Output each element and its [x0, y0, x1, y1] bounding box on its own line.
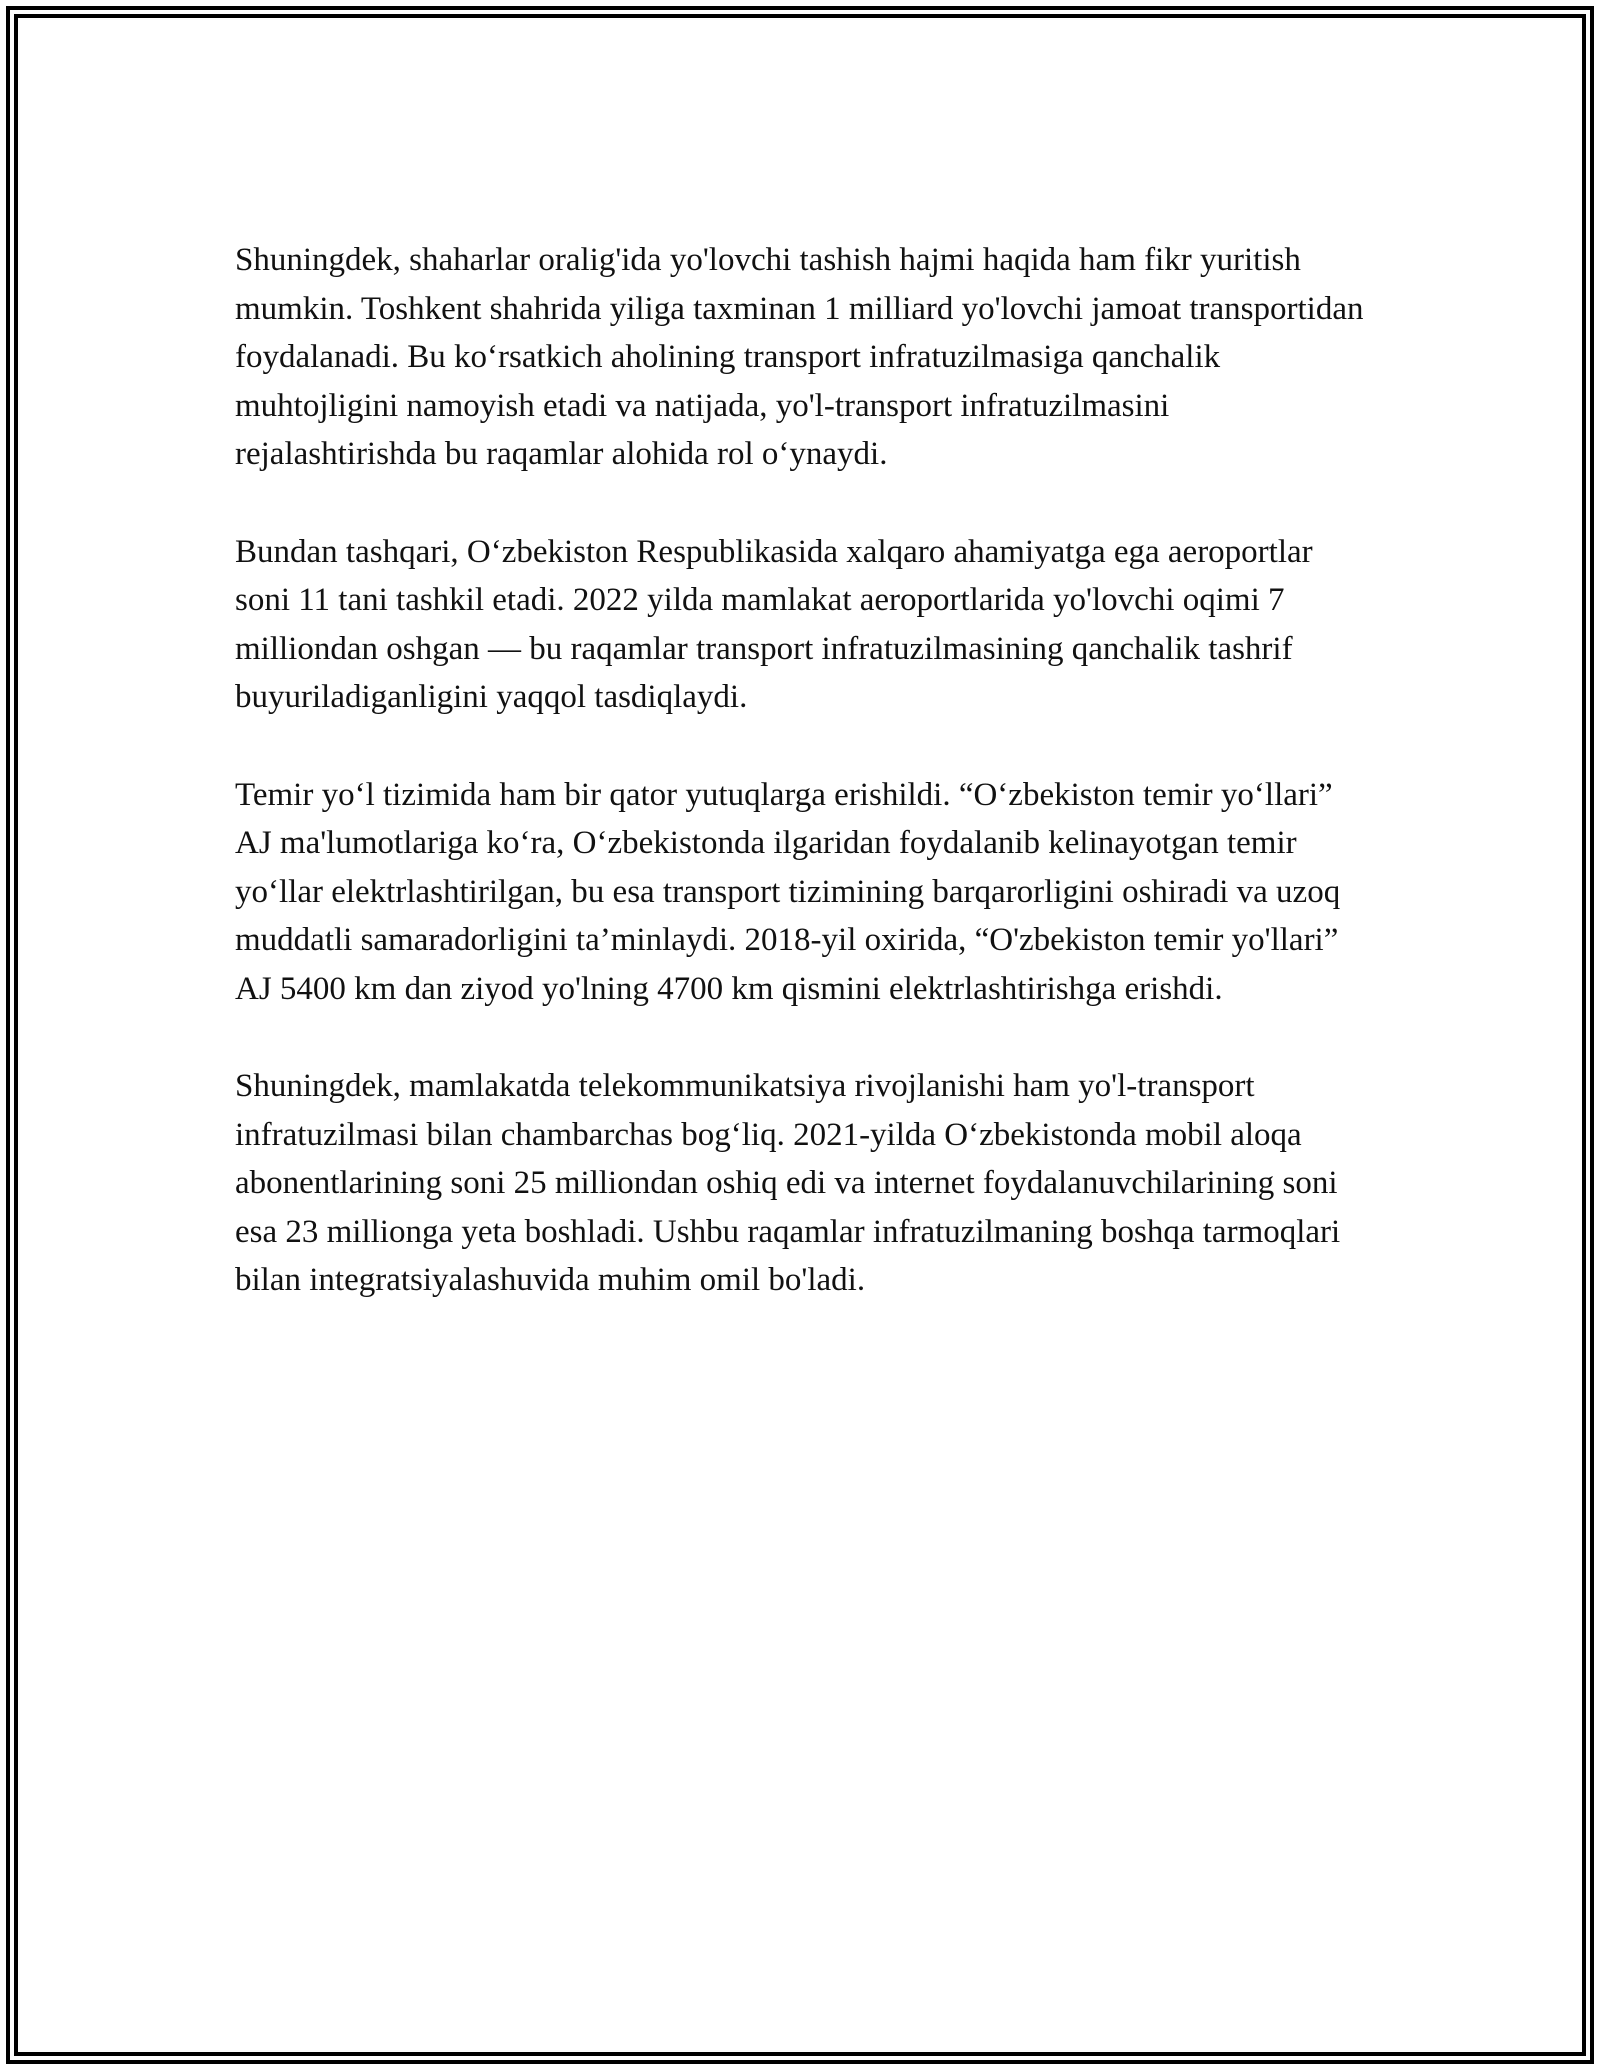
- paragraph-telecommunications: Shuningdek, mamlakatda telekommunikatsiya rivojlanishi ham yo'l-transport infratuzilmasi bilan chambarchas bog‘liq. 2021-yilda O‘zbekistonda mobil aloqa abonentlarining soni 25 milliondan oshiq edi va internet foydalanuvchilarining soni esa 23 millionga yeta boshladi. Ushbu raqamlar infratuzilmaning boshqa tarmoqlari bilan integratsiyalashuvida muhim omil bo'ladi.: [235, 1068, 1341, 1298]
- paragraph-railways: Temir yo‘l tizimida ham bir qator yutuqlarga erishildi. “O‘zbekiston temir yo‘llari” AJ ma'lumotlariga ko‘ra, O‘zbekistonda ilgaridan foydalanib kelinayotgan temir yo‘llar elektrlashtirilgan, bu esa transport tizimining barqarorligini oshiradi va uzoq muddatli samaradorligini ta’minlaydi. 2018-yil oxirida, “O'zbekiston temir yo'llari” AJ 5400 km dan ziyod yo'lning 4700 km qismini elektrlashtirishga erishdi.: [235, 776, 1341, 1007]
- paragraph-airports: Bundan tashqari, O‘zbekiston Respublikasida xalqaro ahamiyatga ega aeroportlar soni 11 tani tashkil etadi. 2022 yilda mamlakat aeroportlarida yo'lovchi oqimi 7 milliondan oshgan — bu raqamlar transport infratuzilmasining qanchalik tashrif buyuriladiganligini yaqqol tasdiqlaydi.: [235, 533, 1313, 715]
- document-body: [235, 236, 1365, 1354]
- paragraph-passenger-transport: Shuningdek, shaharlar oralig'ida yo'lovchi tashish hajmi haqida ham fikr yuritish mumkin. Toshkent shahrida yiliga taxminan 1 milliard yo'lovchi jamoat transportidan foydalanadi. Bu ko‘rsatkich aholining transport infratuzilmasiga qanchalik muhtojligini namoyish etadi va natijada, yo'l-transport infratuzilmasini rejalashtirishda bu raqamlar alohida rol o‘ynaydi.: [235, 242, 1364, 472]
